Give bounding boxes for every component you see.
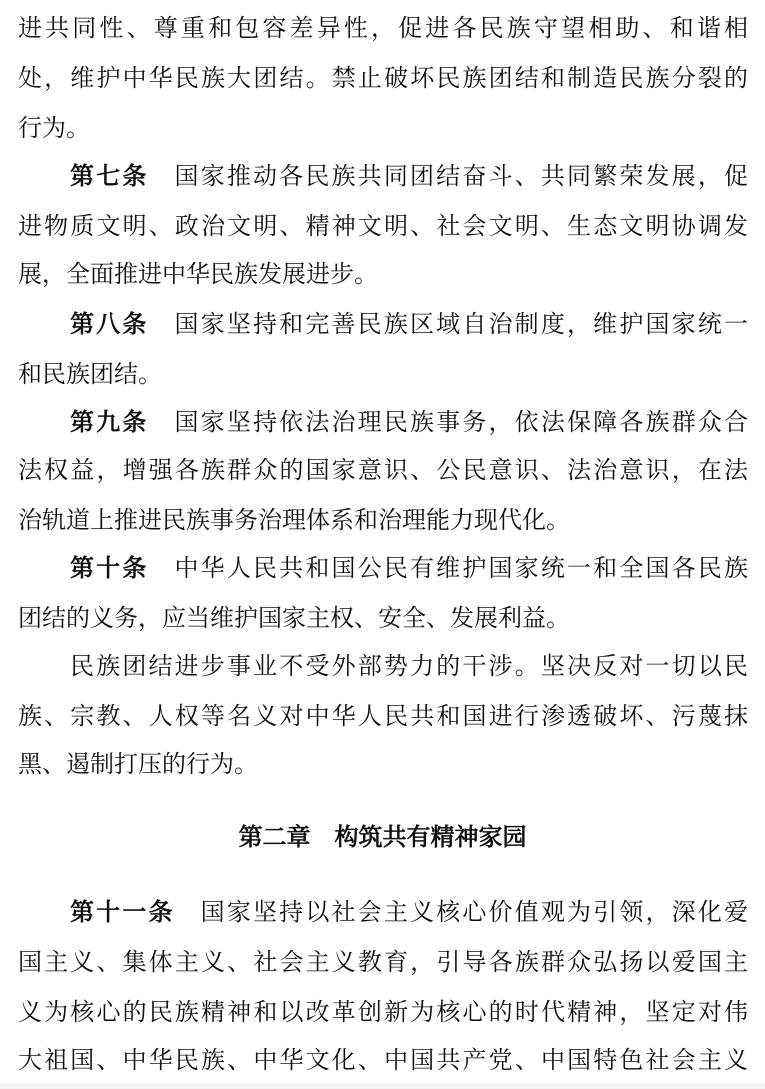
article-9-text-1: 国家坚持依法治理民族事务，依法保障各族群众合 — [174, 408, 748, 436]
article-9-number: 第九条 — [70, 408, 149, 436]
article-10-text-1: 中华人民共和国公民有维护国家统一和全国各民族 — [174, 554, 748, 582]
intro-line-2: 处，维护中华民族大团结。禁止破坏民族团结和制造民族分裂的 — [18, 64, 748, 92]
article-8-line-2: 和民族团结。 — [18, 360, 162, 388]
foreign-line-1: 民族团结进步事业不受外部势力的干涉。坚决反对一切以民 — [70, 652, 748, 680]
article-11-line-1 — [70, 894, 748, 930]
article-10-line-2: 团结的义务，应当维护国家主权、安全、发展利益。 — [18, 604, 570, 632]
article-9-line-1 — [70, 404, 748, 440]
chapter-2-title: 第二章 构筑共有精神家园 — [238, 823, 527, 851]
foreign-line-3: 黑、遏制打压的行为。 — [18, 750, 258, 778]
article-9-line-3: 治轨道上推进民族事务治理体系和治理能力现代化。 — [18, 506, 570, 534]
article-11-text-1: 国家坚持以社会主义核心价值观为引领，深化爱 — [200, 898, 748, 926]
article-7-number: 第七条 — [70, 162, 149, 190]
article-7-text-1: 国家推动各民族共同团结奋斗、共同繁荣发展，促 — [174, 162, 748, 190]
article-11-number: 第十一条 — [70, 898, 175, 926]
article-8-text-1: 国家坚持和完善民族区域自治制度，维护国家统一 — [174, 310, 748, 338]
article-9-line-2: 法权益，增强各族群众的国家意识、公民意识、法治意识，在法 — [18, 456, 748, 484]
article-10-line-1 — [70, 550, 748, 586]
page-bottom-edge — [0, 1083, 765, 1089]
intro-line-3: 行为。 — [18, 114, 90, 142]
article-7-line-1 — [70, 158, 748, 194]
foreign-line-2: 族、宗教、人权等名义对中华人民共和国进行渗透破坏、污蔑抹 — [18, 702, 748, 730]
article-10-number: 第十条 — [70, 554, 149, 582]
article-8-number: 第八条 — [70, 310, 149, 338]
article-8-line-1 — [70, 306, 748, 342]
article-7-line-2: 进物质文明、政治文明、精神文明、社会文明、生态文明协调发 — [18, 212, 748, 240]
article-11-line-2: 国主义、集体主义、社会主义教育，引导各族群众弘扬以爱国主 — [18, 948, 748, 976]
intro-line-1: 进共同性、尊重和包容差异性，促进各民族守望相助、和谐相 — [18, 14, 748, 42]
article-11-line-3: 义为核心的民族精神和以改革创新为核心的时代精神，坚定对伟 — [18, 998, 748, 1026]
article-7-line-3: 展，全面推进中华民族发展进步。 — [18, 260, 378, 288]
article-11-line-4: 大祖国、中华民族、中华文化、中国共产党、中国特色社会主义 — [18, 1046, 748, 1074]
